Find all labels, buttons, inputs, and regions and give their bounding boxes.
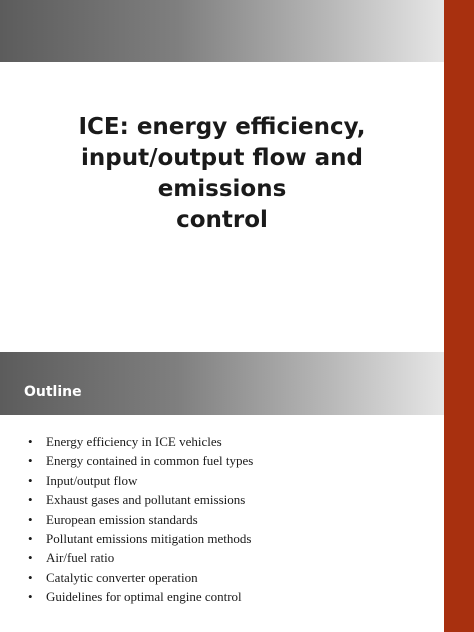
list-item-text: European emission standards <box>46 511 198 527</box>
bullet-icon: • <box>28 472 33 488</box>
list-item <box>28 568 253 587</box>
slide-title-line: control <box>176 207 268 233</box>
outline-slide <box>0 352 474 632</box>
slide-title-line: input/output flow and emissions <box>81 145 363 202</box>
list-item-text: Input/output flow <box>46 472 138 488</box>
list-item-text: Guidelines for optimal engine control <box>46 589 242 605</box>
outline-list <box>28 432 253 607</box>
bullet-icon: • <box>28 511 33 527</box>
outline-heading: Outline <box>24 384 82 400</box>
list-item <box>28 490 253 509</box>
slide-header-band <box>0 0 444 62</box>
list-item-text: Energy efficiency in ICE vehicles <box>46 434 222 449</box>
list-item <box>28 587 253 606</box>
slide-accent-bar <box>444 0 474 352</box>
list-item-text: Exhaust gases and pollutant emissions <box>46 492 246 508</box>
bullet-icon: • <box>28 550 33 566</box>
slide-title <box>20 112 424 236</box>
bullet-icon: • <box>28 530 33 546</box>
bullet-icon: • <box>28 492 33 508</box>
slide-title-line: ICE: energy efficiency, <box>78 114 366 140</box>
slide-accent-bar <box>444 352 474 632</box>
list-item-text: Energy contained in common fuel types <box>46 453 254 469</box>
bullet-icon: • <box>28 589 33 605</box>
bullet-icon: • <box>28 569 33 585</box>
list-item <box>28 471 253 490</box>
list-item <box>28 451 253 470</box>
list-item <box>28 510 253 529</box>
list-item <box>28 529 253 548</box>
list-item-text: Air/fuel ratio <box>46 550 115 566</box>
list-item-text: Pollutant emissions mitigation methods <box>46 530 252 546</box>
list-item <box>28 432 253 451</box>
list-item-text: Catalytic converter operation <box>46 569 198 585</box>
bullet-icon: • <box>28 453 33 469</box>
list-item <box>28 548 253 567</box>
bullet-icon: • <box>28 434 33 449</box>
